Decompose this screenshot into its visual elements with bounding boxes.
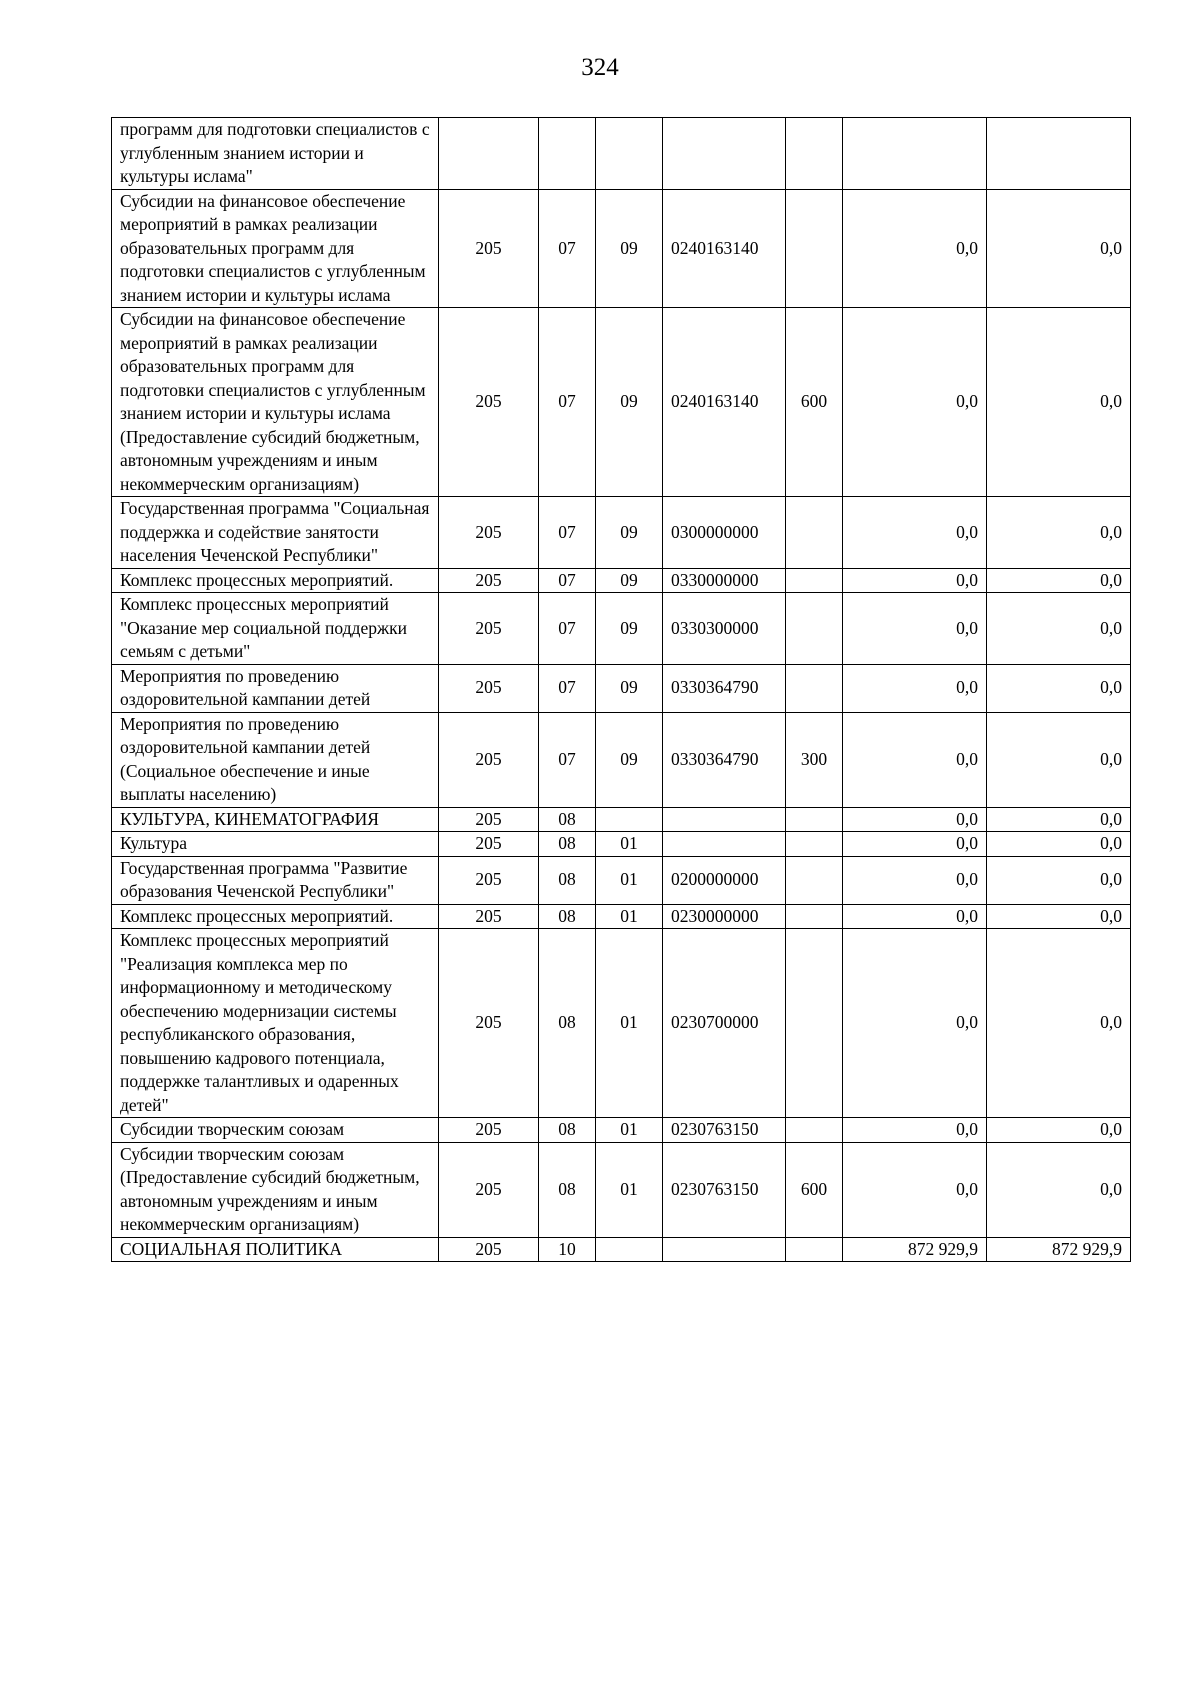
amount-year1-cell: 0,0 <box>843 832 987 857</box>
ministry-code-cell: 205 <box>439 1142 539 1237</box>
table-body <box>112 118 1131 1262</box>
ministry-code-cell: 205 <box>439 904 539 929</box>
ministry-code-cell: 205 <box>439 593 539 665</box>
amount-year2-cell: 0,0 <box>987 664 1131 712</box>
table-row <box>112 593 1131 665</box>
ministry-code-cell: 205 <box>439 664 539 712</box>
amount-year1-cell: 0,0 <box>843 189 987 308</box>
section-code-cell: 07 <box>539 568 596 593</box>
item-name-cell: Культура <box>112 832 439 857</box>
subsection-code-cell: 01 <box>596 904 663 929</box>
ministry-code-cell: 205 <box>439 807 539 832</box>
subsection-code-cell: 01 <box>596 1118 663 1143</box>
amount-year2-cell <box>987 118 1131 190</box>
expense-type-cell: 600 <box>786 308 843 497</box>
item-name-cell: Мероприятия по проведению оздоровительной кампании детей (Социальное обеспечение и иные выплаты населению) <box>112 712 439 807</box>
amount-year2-cell: 0,0 <box>987 807 1131 832</box>
ministry-code-cell: 205 <box>439 1237 539 1262</box>
target-article-cell: 0230763150 <box>663 1142 786 1237</box>
amount-year1-cell: 0,0 <box>843 807 987 832</box>
table-row <box>112 712 1131 807</box>
section-code-cell: 07 <box>539 712 596 807</box>
amount-year2-cell: 0,0 <box>987 189 1131 308</box>
subsection-code-cell: 01 <box>596 832 663 857</box>
item-name-cell: СОЦИАЛЬНАЯ ПОЛИТИКА <box>112 1237 439 1262</box>
expense-type-cell <box>786 832 843 857</box>
ministry-code-cell: 205 <box>439 189 539 308</box>
item-name-cell: Субсидии на финансовое обеспечение мероприятий в рамках реализации образовательных программ для подготовки специалистов с углубленным знанием истории и культуры ислама <box>112 189 439 308</box>
amount-year1-cell: 0,0 <box>843 904 987 929</box>
subsection-code-cell <box>596 807 663 832</box>
item-name-cell: Субсидии на финансовое обеспечение мероприятий в рамках реализации образовательных программ для подготовки специалистов с углубленным знанием истории и культуры ислама (Предоставление субсидий бюджетным, автономным учреждениям и иным некоммерческим организациям) <box>112 308 439 497</box>
table-row <box>112 832 1131 857</box>
table-row <box>112 664 1131 712</box>
subsection-code-cell: 09 <box>596 497 663 569</box>
target-article-cell <box>663 807 786 832</box>
subsection-code-cell: 09 <box>596 189 663 308</box>
section-code-cell: 08 <box>539 1142 596 1237</box>
target-article-cell: 0330000000 <box>663 568 786 593</box>
target-article-cell <box>663 118 786 190</box>
amount-year1-cell: 0,0 <box>843 856 987 904</box>
subsection-code-cell <box>596 1237 663 1262</box>
amount-year1-cell: 0,0 <box>843 593 987 665</box>
amount-year1-cell: 0,0 <box>843 1118 987 1143</box>
subsection-code-cell: 09 <box>596 568 663 593</box>
amount-year1-cell: 0,0 <box>843 712 987 807</box>
amount-year2-cell: 0,0 <box>987 856 1131 904</box>
item-name-cell: Комплекс процессных мероприятий. <box>112 568 439 593</box>
amount-year2-cell: 0,0 <box>987 1142 1131 1237</box>
section-code-cell: 08 <box>539 807 596 832</box>
amount-year2-cell: 0,0 <box>987 904 1131 929</box>
amount-year2-cell: 0,0 <box>987 593 1131 665</box>
amount-year2-cell: 0,0 <box>987 929 1131 1118</box>
ministry-code-cell: 205 <box>439 712 539 807</box>
subsection-code-cell: 01 <box>596 1142 663 1237</box>
expense-type-cell <box>786 568 843 593</box>
budget-table <box>111 117 1131 1262</box>
section-code-cell: 08 <box>539 904 596 929</box>
expense-type-cell <box>786 856 843 904</box>
table-row <box>112 856 1131 904</box>
subsection-code-cell: 09 <box>596 308 663 497</box>
section-code-cell: 08 <box>539 856 596 904</box>
ministry-code-cell: 205 <box>439 1118 539 1143</box>
target-article-cell <box>663 1237 786 1262</box>
ministry-code-cell: 205 <box>439 308 539 497</box>
amount-year2-cell: 0,0 <box>987 497 1131 569</box>
subsection-code-cell: 01 <box>596 856 663 904</box>
table-row <box>112 807 1131 832</box>
target-article-cell: 0330364790 <box>663 712 786 807</box>
item-name-cell: Субсидии творческим союзам (Предоставление субсидий бюджетным, автономным учреждениям и иным некоммерческим организациям) <box>112 1142 439 1237</box>
section-code-cell: 07 <box>539 189 596 308</box>
ministry-code-cell: 205 <box>439 497 539 569</box>
item-name-cell: КУЛЬТУРА, КИНЕМАТОГРАФИЯ <box>112 807 439 832</box>
section-code-cell: 07 <box>539 664 596 712</box>
section-code-cell: 07 <box>539 308 596 497</box>
subsection-code-cell: 01 <box>596 929 663 1118</box>
target-article-cell: 0230000000 <box>663 904 786 929</box>
table-row <box>112 1237 1131 1262</box>
amount-year2-cell: 0,0 <box>987 568 1131 593</box>
expense-type-cell <box>786 593 843 665</box>
table-row <box>112 497 1131 569</box>
amount-year1-cell: 872 929,9 <box>843 1237 987 1262</box>
amount-year2-cell: 0,0 <box>987 712 1131 807</box>
ministry-code-cell: 205 <box>439 832 539 857</box>
amount-year1-cell: 0,0 <box>843 1142 987 1237</box>
target-article-cell: 0240163140 <box>663 308 786 497</box>
target-article-cell: 0300000000 <box>663 497 786 569</box>
target-article-cell <box>663 832 786 857</box>
expense-type-cell <box>786 929 843 1118</box>
section-code-cell <box>539 118 596 190</box>
amount-year2-cell: 872 929,9 <box>987 1237 1131 1262</box>
section-code-cell: 08 <box>539 929 596 1118</box>
amount-year2-cell: 0,0 <box>987 832 1131 857</box>
expense-type-cell <box>786 497 843 569</box>
item-name-cell: Мероприятия по проведению оздоровительной кампании детей <box>112 664 439 712</box>
table-row <box>112 929 1131 1118</box>
target-article-cell: 0230700000 <box>663 929 786 1118</box>
table-row <box>112 568 1131 593</box>
amount-year1-cell <box>843 118 987 190</box>
target-article-cell: 0200000000 <box>663 856 786 904</box>
target-article-cell: 0230763150 <box>663 1118 786 1143</box>
amount-year1-cell: 0,0 <box>843 308 987 497</box>
section-code-cell: 08 <box>539 1118 596 1143</box>
target-article-cell: 0330300000 <box>663 593 786 665</box>
subsection-code-cell: 09 <box>596 593 663 665</box>
amount-year1-cell: 0,0 <box>843 929 987 1118</box>
table-row <box>112 904 1131 929</box>
item-name-cell: программ для подготовки специалистов с углубленным знанием истории и культуры ислама" <box>112 118 439 190</box>
section-code-cell: 10 <box>539 1237 596 1262</box>
item-name-cell: Государственная программа "Социальная поддержка и содействие занятости населения Чеченской Республики" <box>112 497 439 569</box>
expense-type-cell <box>786 807 843 832</box>
table-row <box>112 1118 1131 1143</box>
item-name-cell: Комплекс процессных мероприятий. <box>112 904 439 929</box>
ministry-code-cell <box>439 118 539 190</box>
item-name-cell: Государственная программа "Развитие образования Чеченской Республики" <box>112 856 439 904</box>
expense-type-cell <box>786 189 843 308</box>
item-name-cell: Комплекс процессных мероприятий "Реализация комплекса мер по информационному и методическому обеспечению модернизации системы республиканского образования, повышению кадрового потенциала, поддержке талантливых и одаренных детей" <box>112 929 439 1118</box>
amount-year1-cell: 0,0 <box>843 497 987 569</box>
amount-year1-cell: 0,0 <box>843 568 987 593</box>
expense-type-cell <box>786 904 843 929</box>
expense-type-cell: 300 <box>786 712 843 807</box>
amount-year1-cell: 0,0 <box>843 664 987 712</box>
table-row <box>112 189 1131 308</box>
page-number: 324 <box>581 54 619 81</box>
ministry-code-cell: 205 <box>439 856 539 904</box>
ministry-code-cell: 205 <box>439 568 539 593</box>
table-row <box>112 1142 1131 1237</box>
table-row <box>112 308 1131 497</box>
expense-type-cell <box>786 118 843 190</box>
item-name-cell: Комплекс процессных мероприятий "Оказание мер социальной поддержки семьям с детьми" <box>112 593 439 665</box>
section-code-cell: 08 <box>539 832 596 857</box>
expense-type-cell <box>786 664 843 712</box>
ministry-code-cell: 205 <box>439 929 539 1118</box>
item-name-cell: Субсидии творческим союзам <box>112 1118 439 1143</box>
table-row <box>112 118 1131 190</box>
subsection-code-cell: 09 <box>596 712 663 807</box>
expense-type-cell <box>786 1237 843 1262</box>
target-article-cell: 0330364790 <box>663 664 786 712</box>
section-code-cell: 07 <box>539 593 596 665</box>
section-code-cell: 07 <box>539 497 596 569</box>
amount-year2-cell: 0,0 <box>987 1118 1131 1143</box>
expense-type-cell <box>786 1118 843 1143</box>
subsection-code-cell <box>596 118 663 190</box>
target-article-cell: 0240163140 <box>663 189 786 308</box>
expense-type-cell: 600 <box>786 1142 843 1237</box>
amount-year2-cell: 0,0 <box>987 308 1131 497</box>
subsection-code-cell: 09 <box>596 664 663 712</box>
